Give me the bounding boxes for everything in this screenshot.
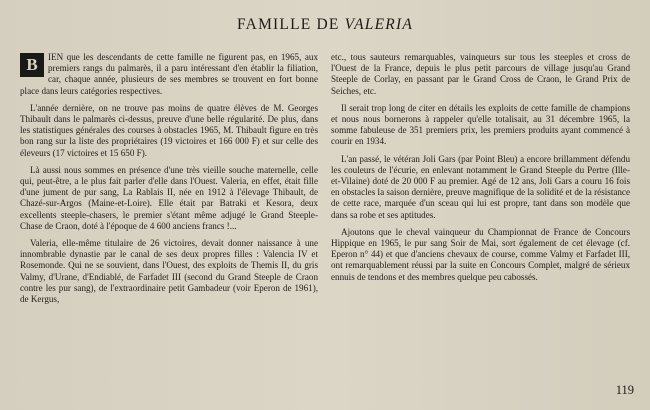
paragraph-6: Il serait trop long de citer en détails les exploits de cette famille de champions et nous nous bornerons à rappeler qu'elle totalisait, au 31 décembre 1965, la somme fabuleuse de 351 premiers prix, les premiers produits ayant commencé à courir en 1934. [331,102,630,147]
right-column [331,52,630,289]
paragraph-8: Ajoutons que le cheval vainqueur du Championnat de France de Concours Hippique en 1965, le pur sang Soir de Mai, sort également de cet élevage (cf. Eperon n° 44) et que d'anciens chevaux de course, comme Valmy et Farfadet III, ont remarquablement réussi par la suite en Concours Complet, malgré de sérieux ennuis de tendons et des membres quelque peu cabossés. [331,226,630,282]
paragraph-2: L'année dernière, on ne trouve pas moins de quatre élèves de M. Georges Thibault dans le palmarès ci-dessus, preuve d'une belle régularité. De plus, dans les statistiques générales des courses à obstacles 1965, M. Thibault figure en très bon rang sur la liste des propriétaires (19 victoires et 166 000 F) et sur celle des éleveurs (17 victoires et 15 650 F). [20,102,318,158]
title-name: VALERIA [344,16,413,33]
left-column [20,52,318,311]
page-title [0,16,650,34]
paragraph-1-text: IEN que les descendants de cette famille ne figurent pas, en 1965, aux premiers rangs du palmarès, il a paru intéressant d'en établir la filiation, car, chaque année, plusieurs de ses membres se trouvent en fort bonne place dans leurs catégories respectives. [20,52,318,96]
drop-cap: B [20,53,44,77]
paragraph-5: etc., tous sauteurs remarquables, vainqueurs sur tous les steeples et cross de l'Ouest de la France, depuis le plus petit parcours de village jusqu'au Grand Steeple de Corlay, en passant par le Grand Cross de Craon, le Grand Prix de Seiches, etc. [331,52,630,96]
title-prefix: FAMILLE DE [237,16,345,33]
paragraph-3: Là aussi nous sommes en présence d'une très vieille souche maternelle, celle qui, peut-être, a le plus fait parler d'elle dans l'Ouest. Valeria, en effet, était fille d'une jument de pur sang, La Rablais II, née en 1912 à l'élevage Thibault, de Chazé-sur-Argos (Maine-et-Loire). Elle était par Batraki et Kesora, deux excellents steeple-chasers, le premier s'étant même adjugé le Grand Steeple-Chase de Craon, doté à l'époque de 4 600 anciens francs !... [20,164,318,231]
paragraph-4: Valeria, elle-même titulaire de 26 victoires, devait donner naissance à une innombrable dynastie par le canal de ses deux propres filles : Valencia IV et Rosemonde. Qui ne se souvient, dans l'Ouest, des exploits de Themis II, du gris Valmy, d'Urane, d'Endiablé, de Farfadet III (second du Grand Steeple de Craon contre les pur sang), de l'extraordinaire petit Gambadeur (voir Eperon de 1961), de Kergus, [20,238,318,305]
page-number: 119 [615,383,634,397]
paragraph-1 [20,52,318,97]
paragraph-7: L'an passé, le vétéran Joli Gars (par Point Bleu) a encore brillamment défendu les couleurs de l'écurie, en enlevant notamment le Grand Steeple du Pertre (Ille-et-Vilaine) doté de 20 000 F au premier. Agé de 12 ans, Joli Gars a couru 16 fois en obstacles la saison dernière, preuve magnifique de la solidité et de la résistance de cette race, marquée d'un sceau qui lui est propre, tant dans son modèle que dans sa robe et ses aptitudes. [331,153,630,220]
